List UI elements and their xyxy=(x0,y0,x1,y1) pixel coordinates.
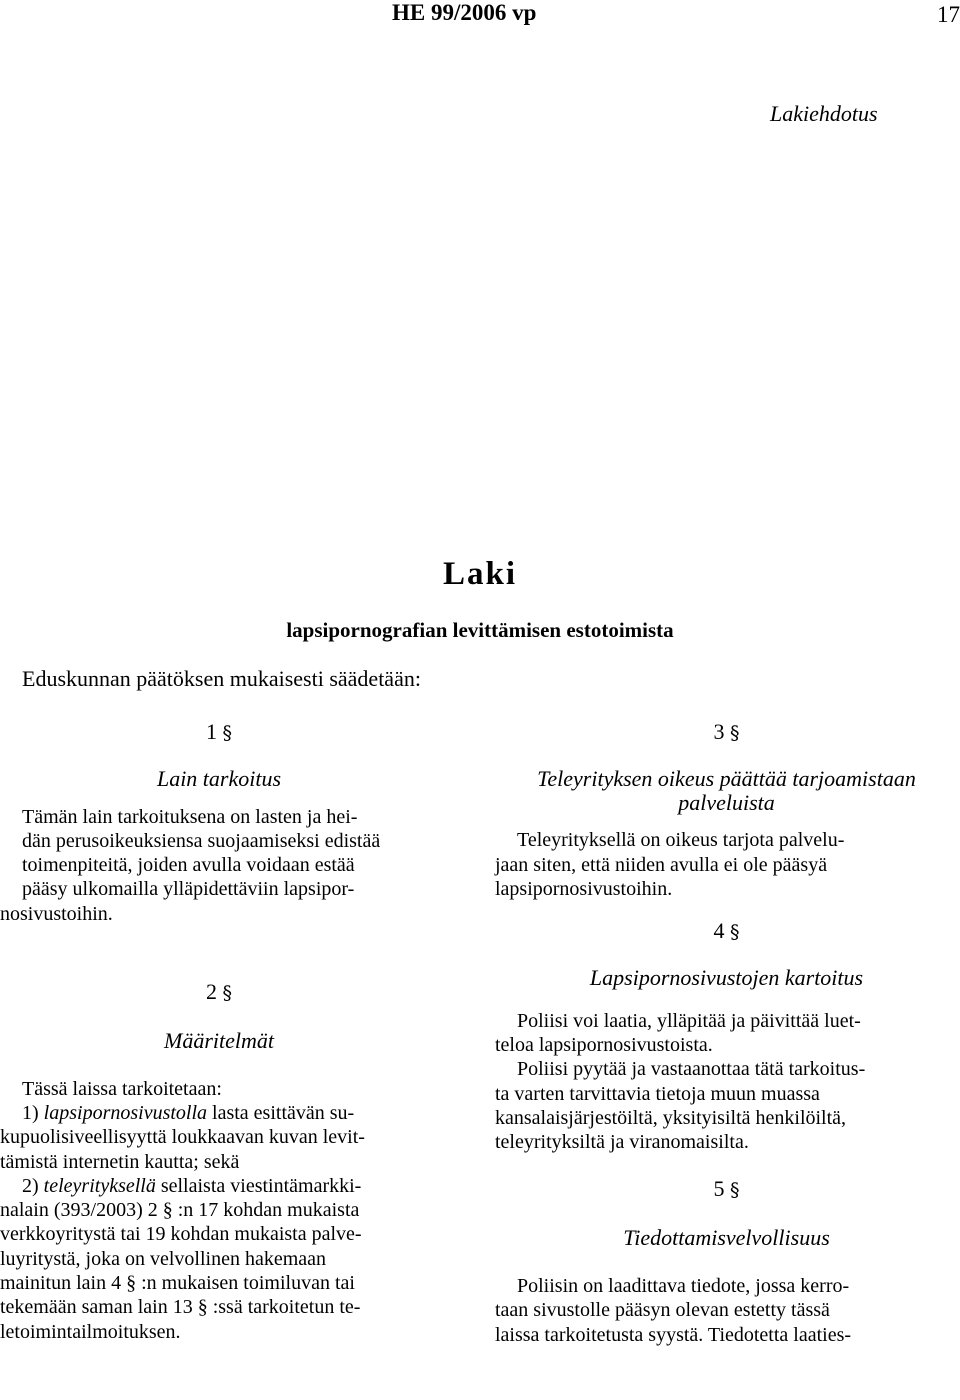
section-symbol: § xyxy=(222,982,232,1005)
right-column xyxy=(495,720,958,1347)
section-1-number: 1 xyxy=(206,719,217,744)
section-symbol: § xyxy=(730,1178,740,1201)
definition-2-term: teleyrityksellä xyxy=(43,1174,156,1197)
text-line: Tämän lain tarkoituksena on lasten ja hei- xyxy=(22,805,358,828)
text-line: Poliisi pyytää ja vastaanottaa tätä tarkoitus- xyxy=(517,1058,866,1081)
text-line: kupuolisiveellisyyttä loukkaavan kuvan levit- xyxy=(0,1126,365,1149)
text-line: tämistä internetin kautta; sekä xyxy=(0,1150,240,1173)
text-line: luyritystä, joka on velvollinen hakemaan xyxy=(0,1247,327,1270)
definitions-intro: Tässä laissa tarkoitetaan: xyxy=(22,1077,222,1100)
proposal-label: Lakiehdotus xyxy=(770,101,878,126)
document-id: HE 99/2006 vp xyxy=(392,0,537,25)
section-1-heading xyxy=(0,720,438,745)
section-5-title: Tiedottamisvelvollisuus xyxy=(623,1224,830,1250)
text-line: pääsy ulkomailla ylläpidettäviin lapsipor- xyxy=(22,878,355,901)
section-1-title: Lain tarkoitus xyxy=(156,766,282,792)
text-line: jaan siten, että niiden avulla ei ole pääsyä xyxy=(495,853,828,876)
title-line: Teleyrityksen oikeus päättää tarjoamistaan xyxy=(537,766,916,792)
text-line: teleyrityksiltä ja viranomaisilta. xyxy=(495,1131,749,1154)
section-2-number: 2 xyxy=(206,979,217,1005)
section-2-heading xyxy=(0,980,438,1005)
text-line: laissa tarkoitetusta syystä. Tiedotetta laaties- xyxy=(495,1323,852,1346)
section-3-heading xyxy=(495,720,958,745)
enactment-clause: Eduskunnan päätöksen mukaisesti säädetään: xyxy=(22,666,421,691)
text-line: teloa lapsipornosivustoista. xyxy=(495,1034,713,1057)
text-line: nosivustoihin. xyxy=(0,902,113,925)
section-4-number: 4 xyxy=(713,918,725,944)
section-symbol: § xyxy=(222,722,232,744)
section-4-heading xyxy=(495,919,958,944)
definition-1-prefix: 1) xyxy=(22,1101,44,1124)
text-line: dän perusoikeuksiensa suojaamiseksi edistää xyxy=(22,829,381,852)
definition-2-prefix: 2) xyxy=(22,1174,44,1197)
section-symbol: § xyxy=(730,722,740,744)
section-3-text xyxy=(495,828,958,901)
section-2-text xyxy=(0,1077,438,1344)
text-line: letoimintailmoituksen. xyxy=(0,1320,181,1343)
section-4-title: Lapsipornosivustojen kartoitus xyxy=(589,965,864,991)
section-2-title: Määritelmät xyxy=(164,1028,274,1054)
section-5-text xyxy=(495,1274,958,1347)
definition-1-rest: lasta esittävän su- xyxy=(207,1101,355,1124)
section-4-text xyxy=(495,1009,958,1155)
left-column xyxy=(0,720,438,1344)
definition-1-line xyxy=(0,1101,438,1125)
definition-2-line xyxy=(0,1174,438,1198)
text-line: nalain (393/2003) 2 § :n 17 kohdan mukaista xyxy=(0,1199,360,1222)
text-line: Poliisin on laadittava tiedote, jossa kerro- xyxy=(517,1275,850,1298)
text-line: taan sivustolle pääsyn olevan estetty tässä xyxy=(495,1299,830,1322)
text-line: mainitun lain 4 § :n mukaisen toimiluvan tai xyxy=(0,1272,355,1295)
section-3-title xyxy=(495,767,958,815)
text-line: kansalaisjärjestöiltä, yksityisiltä henkilöiltä, xyxy=(495,1106,847,1129)
text-line: tekemään saman lain 13 § :ssä tarkoitetun te- xyxy=(0,1296,361,1319)
text-line: verkkoyritystä tai 19 kohdan mukaista palve- xyxy=(0,1223,362,1246)
text-line: Poliisi voi laatia, ylläpitää ja päivittää luet- xyxy=(517,1009,861,1032)
page-number: 17 xyxy=(937,2,960,27)
law-subtitle: lapsipornografian levittämisen estotoimista xyxy=(286,618,674,642)
section-5-heading xyxy=(495,1177,958,1202)
title-line: palveluista xyxy=(678,790,775,816)
section-symbol: § xyxy=(730,921,740,944)
text-line: lapsipornosivustoihin. xyxy=(495,877,673,900)
text-line: Teleyrityksellä on oikeus tarjota palvelu- xyxy=(517,829,845,852)
law-title: Laki xyxy=(442,556,518,592)
text-line: toimenpiteitä, joiden avulla voidaan estää xyxy=(22,854,355,877)
text-line: ta varten tarvittavia tietoja muun muassa xyxy=(495,1082,820,1105)
definition-1-term: lapsipornosivustolla xyxy=(43,1101,208,1124)
definition-2-rest: sellaista viestintämarkki- xyxy=(155,1174,362,1197)
section-5-number: 5 xyxy=(713,1175,725,1201)
section-3-number: 3 xyxy=(713,719,725,744)
section-1-text xyxy=(0,805,438,926)
